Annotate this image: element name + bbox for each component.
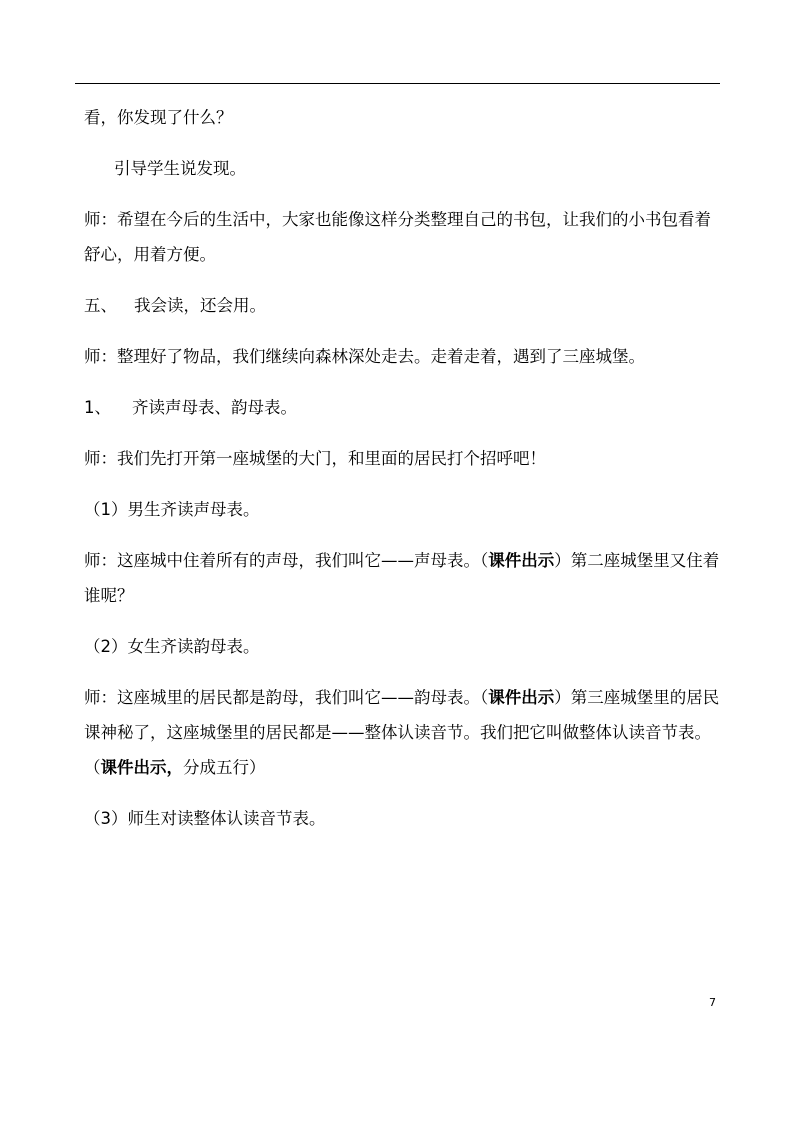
text-run: 师：这座城中住着所有的声母，我们叫它——声母表。（: [84, 551, 489, 570]
section-number: 五、: [84, 296, 117, 315]
document-body: [84, 100, 724, 836]
paragraph: （2）女生齐读韵母表。: [84, 637, 260, 656]
section-title: 我会读，还会用。: [134, 296, 266, 315]
list-title: 齐读声母表、韵母表。: [132, 398, 297, 417]
text-run: ）第二座城堡里又住着谁呢？: [84, 551, 720, 605]
paragraph: 引导学生说发现。: [114, 159, 246, 178]
text-run: 分成五行）: [183, 758, 266, 777]
paragraph: 师：希望在今后的生活中，大家也能像这样分类整理自己的书包，让我们的小书包看着舒心，用着方便。: [84, 210, 711, 264]
text-run: 师：这座城里的居民都是韵母，我们叫它——韵母表。（: [84, 688, 489, 707]
text-run: ）第三座城堡里的居民课神秘了，这座城堡里的居民都是——整体认读音节。我们把它叫做整体认读音节表。（: [84, 688, 720, 777]
page-number: 7: [709, 996, 716, 1009]
bold-text: 课件出示: [488, 551, 555, 570]
paragraph: 师：整理好了物品，我们继续向森林深处走去。走着走着，遇到了三座城堡。: [84, 347, 645, 366]
paragraph: （3）师生对读整体认读音节表。: [84, 809, 326, 828]
bold-text: 课件出示: [488, 688, 555, 707]
paragraph: 师：我们先打开第一座城堡的大门，和里面的居民打个招呼吧！: [84, 449, 546, 468]
header-rule: [75, 83, 720, 84]
section-heading: [84, 288, 724, 323]
bold-text: 课件出示，: [100, 758, 183, 777]
paragraph: [84, 543, 724, 613]
list-heading: [84, 390, 724, 425]
list-number: 1、: [84, 398, 111, 417]
paragraph: （1）男生齐读声母表。: [84, 500, 260, 519]
paragraph: 看，你发现了什么？: [84, 108, 233, 127]
paragraph: [84, 680, 724, 785]
